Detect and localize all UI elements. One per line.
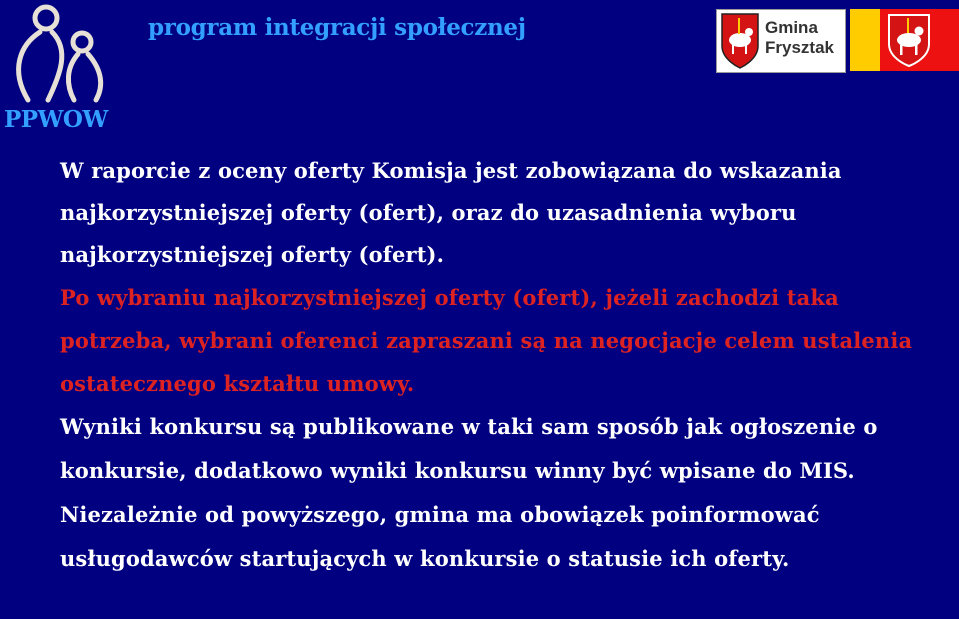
gmina-logo (716, 9, 846, 73)
main-content (60, 150, 940, 581)
gmina-logo-line1: Gmina (765, 18, 818, 37)
paragraph-report: W raporcie z oceny oferty Komisja jest zobowiązana do wskazania najkorzystniejszej oferty (ofert), oraz do uzasadnienia wyboru najkorzystniejszej oferty (ofert). (60, 158, 842, 267)
gmina-logo-line2: Frysztak (765, 38, 834, 57)
gmina-flag (850, 9, 959, 71)
brand-short: PPWOW (4, 106, 108, 133)
coat-of-arms-icon (720, 12, 760, 70)
program-title: program integracji społecznej (148, 14, 526, 41)
paragraph-negotiation: Po wybraniu najkorzystniejszej oferty (ofert), jeżeli zachodzi taka potrzeba, wybrani oferenci zapraszani są na negocjacje celem ustalenia ostatecznego kształtu umowy. (60, 285, 913, 396)
figures-logo-icon (0, 0, 125, 105)
paragraph-results: Wyniki konkursu są publikowane w taki sam sposób jak ogłoszenie o konkursie, dodatkowo wyniki konkursu winny być wpisane do MIS. Niezależnie od powyższego, gmina ma obowiązek poinformować usługodawców startujących w konkursie o statusie ich oferty. (60, 414, 878, 571)
flag-yellow-stripe (850, 9, 880, 71)
coat-of-arms-icon (886, 12, 932, 68)
